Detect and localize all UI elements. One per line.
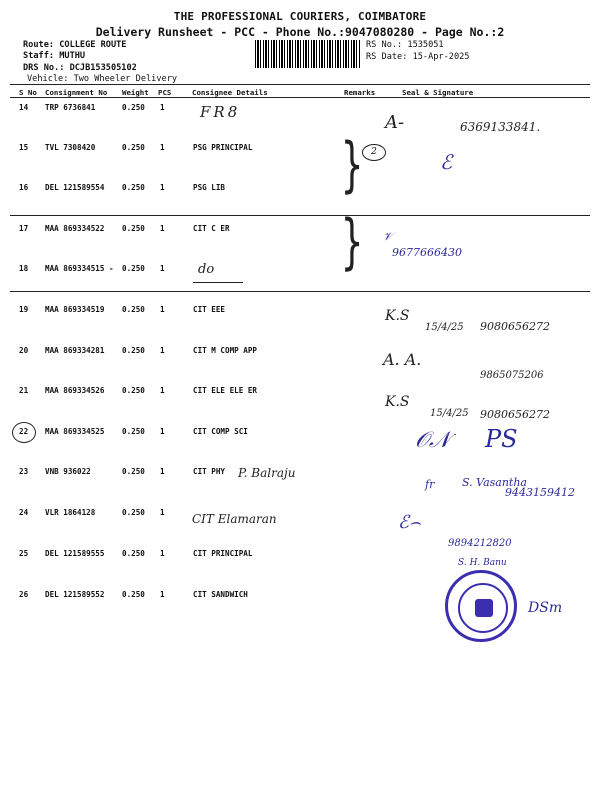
signature-mark: ℰ — [440, 150, 453, 174]
handwritten-phone: 9677666430 — [392, 246, 462, 259]
signature-mark: PS — [485, 425, 518, 453]
rs-number: RS No.: 1535051 — [366, 40, 444, 50]
col-consignee: Consignee Details — [192, 88, 268, 97]
row-consignment: MAA 869334522 — [45, 224, 105, 233]
table-row — [0, 549, 600, 565]
signature-mark: fr — [425, 478, 435, 491]
route-label: Route: COLLEGE ROUTE — [23, 40, 127, 50]
row-pcs: 1 — [160, 143, 165, 152]
col-remarks: Remarks — [344, 88, 376, 97]
row-weight: 0.250 — [122, 590, 145, 599]
row-consignment: DEL 121589554 — [45, 183, 105, 192]
signature-mark: A. A. — [383, 350, 422, 369]
row-pcs: 1 — [160, 264, 165, 273]
company-title: THE PROFESSIONAL COURIERS, COIMBATORE — [173, 10, 427, 23]
row-pcs: 1 — [160, 305, 165, 314]
handwritten-phone: 9865075206 — [480, 370, 544, 381]
row-sno: 21 — [19, 386, 29, 395]
row-consignment: TRP 6736841 — [45, 103, 96, 112]
row-consignment: MAA 869334526 — [45, 386, 105, 395]
handwritten-phone: 9080656272 — [480, 408, 550, 421]
table-row — [0, 103, 600, 119]
row-consignment: VLR 1864128 — [45, 508, 96, 517]
row-sno: 25 — [19, 549, 29, 558]
header-rule-bottom — [10, 97, 590, 98]
row-consignment: MAA 869334519 — [45, 305, 105, 314]
col-seal-signature: Seal & Signature — [402, 88, 474, 97]
row-weight: 0.250 — [122, 386, 145, 395]
row-pcs: 1 — [160, 103, 165, 112]
row-weight: 0.250 — [122, 183, 145, 192]
table-row — [0, 508, 600, 524]
row-weight: 0.250 — [122, 264, 145, 273]
row-weight: 0.250 — [122, 346, 145, 355]
handwritten-signature: DSm — [528, 600, 563, 616]
row-weight: 0.250 — [122, 143, 145, 152]
row-pcs: 1 — [160, 224, 165, 233]
row-weight: 0.250 — [122, 103, 145, 112]
row-consignment: DEL 121589555 — [45, 549, 105, 558]
row-pcs: 1 — [160, 346, 165, 355]
row-pcs: 1 — [160, 427, 165, 436]
row-sno: 19 — [19, 305, 29, 314]
row-weight: 0.250 — [122, 427, 145, 436]
row-consignee: CIT EEE — [193, 305, 226, 314]
row-consignee: CIT M COMP APP — [193, 346, 258, 355]
faded-college-stamp — [405, 155, 575, 183]
handwritten-phone: 9443159412 — [505, 486, 575, 499]
bracket-mark: } — [340, 130, 364, 200]
handwritten-date: 15/4/25 — [430, 408, 469, 419]
row-consignment: MAA 869334525 — [45, 427, 105, 436]
handwritten-remark: 2 — [362, 144, 386, 161]
row-sno: 26 — [19, 590, 29, 599]
row-pcs: 1 — [160, 183, 165, 192]
row-consignee: CIT COMP SCI — [193, 427, 248, 436]
col-pcs: PCS — [158, 88, 172, 97]
handwritten-phone: 9080656272 — [480, 320, 550, 333]
table-row — [0, 346, 600, 362]
handwritten-phone: 9894212820 — [448, 538, 512, 549]
row-weight: 0.250 — [122, 305, 145, 314]
handwritten-name: P. Balraju — [238, 466, 296, 480]
row-pcs: 1 — [160, 467, 165, 476]
signature-mark: 𝒪𝒩 — [415, 428, 450, 453]
row-consignment: MAA 869334281 — [45, 346, 105, 355]
ditto-mark: do — [198, 262, 215, 277]
row-weight: 0.250 — [122, 224, 145, 233]
row-pcs: 1 — [160, 386, 165, 395]
handwritten-signature: K.S — [385, 394, 410, 410]
handwritten-date: 15/4/25 — [425, 322, 464, 333]
row-consignment: TVL 7308420 — [45, 143, 96, 152]
row-consignee: CIT PRINCIPAL — [193, 549, 253, 558]
row-number-circle — [12, 422, 36, 443]
row-sno: 16 — [19, 183, 29, 192]
header-rule-top — [10, 84, 590, 85]
row-sno: 17 — [19, 224, 29, 233]
handwritten-signature: K.S — [385, 308, 410, 324]
handwritten-phone: 6369133841. — [460, 120, 541, 134]
ditto-underline — [193, 282, 243, 283]
rs-date: RS Date: 15-Apr-2025 — [366, 52, 470, 62]
row-consignee: CIT PHY — [193, 467, 226, 476]
row-weight: 0.250 — [122, 549, 145, 558]
barcode — [255, 40, 360, 68]
row-weight: 0.250 — [122, 467, 145, 476]
signature-mark: A- — [385, 112, 405, 133]
row-consignment: VNB 936022 — [45, 467, 91, 476]
row-pcs: 1 — [160, 508, 165, 517]
hand-drawn-divider — [10, 291, 590, 292]
table-row — [0, 224, 600, 240]
row-consignment: MAA 869334515 - — [45, 264, 114, 273]
row-sno: 14 — [19, 103, 29, 112]
col-weight: Weight — [122, 88, 149, 97]
row-sno: 24 — [19, 508, 29, 517]
col-sno: S No — [19, 88, 37, 97]
bracket-mark: } — [340, 207, 364, 277]
runsheet-title: Delivery Runsheet - PCC - Phone No.:9047080280 - Page No.:2 — [95, 25, 505, 39]
row-consignee: CIT C ER — [193, 224, 230, 233]
row-pcs: 1 — [160, 590, 165, 599]
row-sno: 23 — [19, 467, 29, 476]
signature-mark: 𝒱 — [383, 230, 393, 243]
table-row — [0, 386, 600, 402]
row-consignee: CIT ELE ELE ER — [193, 386, 258, 395]
staff-label: Staff: MUTHU — [23, 51, 86, 61]
row-consignment: DEL 121589552 — [45, 590, 105, 599]
handwritten-signature: S. Vasantha — [462, 476, 527, 489]
table-row — [0, 264, 600, 280]
table-row — [0, 305, 600, 321]
row-sno: 18 — [19, 264, 29, 273]
row-sno: 15 — [19, 143, 29, 152]
row-pcs: 1 — [160, 549, 165, 558]
handwritten-consignee: FR8 — [200, 103, 241, 121]
row-consignee: PSG PRINCIPAL — [193, 143, 253, 152]
drs-label: DRS No.: DCJB153505102 — [23, 63, 137, 73]
row-sno: 22 — [19, 427, 29, 436]
hand-drawn-divider — [10, 215, 590, 216]
row-consignee: PSG LIB — [193, 183, 226, 192]
row-consignee: CIT SANDWICH — [193, 590, 248, 599]
vehicle-label: Vehicle: Two Wheeler Delivery — [27, 74, 178, 84]
row-sno: 20 — [19, 346, 29, 355]
row-weight: 0.250 — [122, 508, 145, 517]
handwritten-signature: S. H. Banu — [458, 558, 507, 568]
col-consignment: Consignment No — [45, 88, 108, 97]
handwritten-name: CIT Elamaran — [192, 512, 277, 526]
signature-mark: ℰ⌢ — [398, 512, 421, 533]
college-seal-stamp — [445, 570, 517, 642]
table-row — [0, 183, 600, 199]
